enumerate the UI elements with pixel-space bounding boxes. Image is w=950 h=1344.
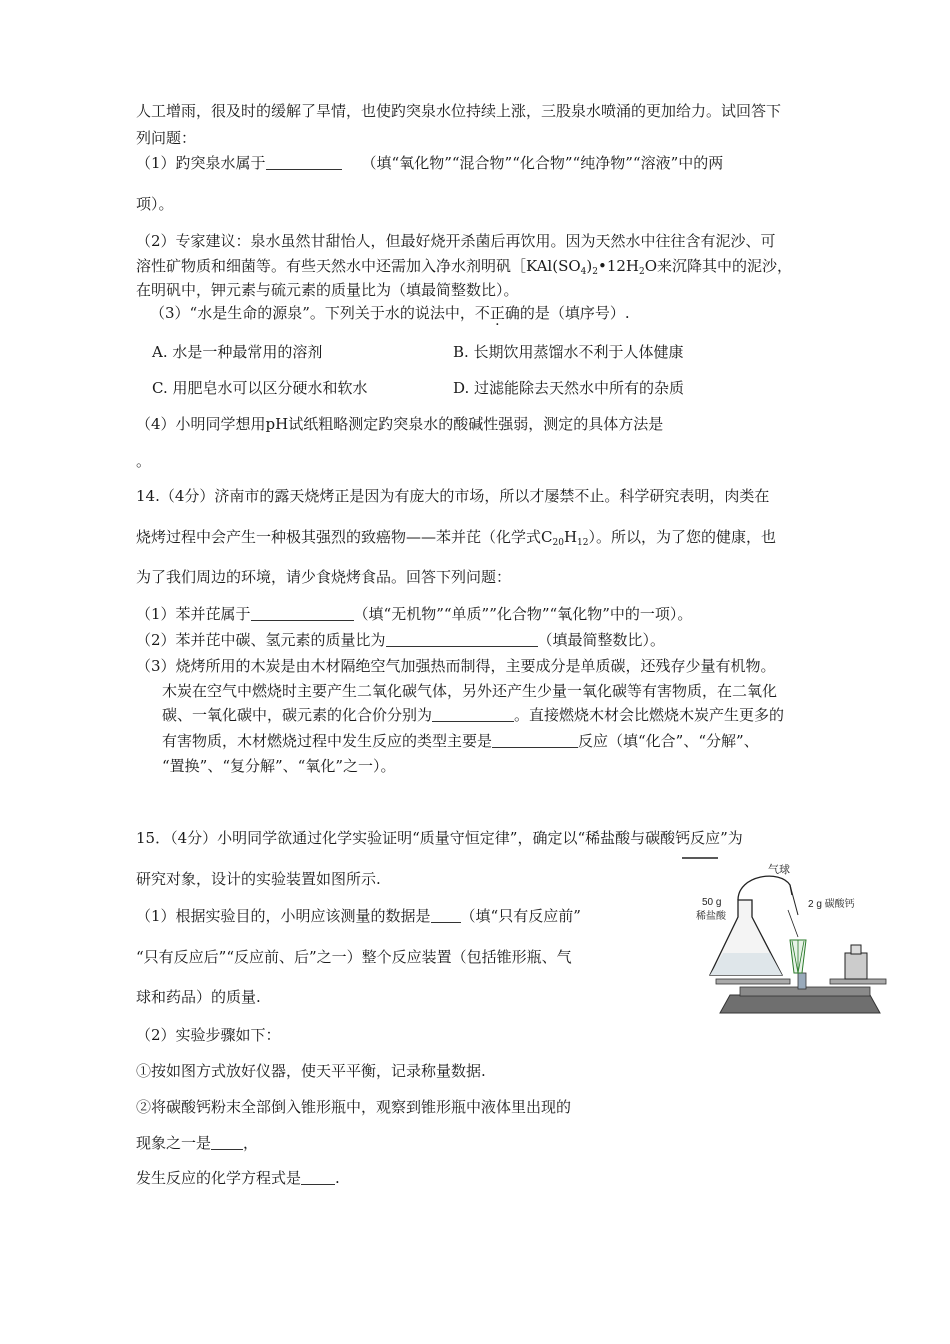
q13-part1-blank[interactable] <box>266 155 342 170</box>
q14-part1-blank[interactable] <box>251 606 354 621</box>
q15-step2-blank[interactable] <box>211 1135 243 1150</box>
left-pan <box>716 979 790 984</box>
q13-option-a: A. 水是一种最常用的溶剂 <box>152 343 323 361</box>
q13-part4-end: 。 <box>136 452 152 470</box>
balloon-tip <box>790 885 798 915</box>
q15-line1: 15．（4分）小明同学欲通过化学实验证明“质量守恒定律”，确定以“稀盐酸与碳酸钙反应”为 <box>136 829 743 847</box>
q15-part1-line1: （1）根据实验目的，小明应该测量的数据是 （填“只有反应前” <box>136 907 581 925</box>
q13-part1-prompt: （1）趵突泉水属于 <box>136 154 266 172</box>
label-acid-amount: 50 g <box>702 897 722 908</box>
q13-part3: （3）“水是生命的源泉”。下列关于水的说法中，不正确的是（填序号）. <box>150 304 630 322</box>
q13-intro-line2: 列问题： <box>136 129 197 147</box>
q14-part3-blank1[interactable] <box>432 707 514 722</box>
q13-option-c: C. 用肥皂水可以区分硬水和软水 <box>152 379 368 397</box>
q14-part2: （2）苯并芘中碳、氢元素的质量比为 （填最简整数比）。 <box>136 631 666 649</box>
balloon-outline <box>738 876 792 900</box>
label-caco3: 2 g 碳酸钙 <box>808 899 855 910</box>
q13-part1-hint: （填“氧化物”“混合物”“化合物”“纯净物”“溶液”中的两 <box>361 154 724 172</box>
q13-option-b: B. 长期饮用蒸馏水不利于人体健康 <box>453 343 684 361</box>
right-pan <box>830 979 886 984</box>
q14-part3-line1: （3）烧烤所用的木炭是由木材隔绝空气加强热而制得，主要成分是单质碳，还残存少量有机物。 <box>136 657 776 675</box>
balance-base <box>720 995 880 1013</box>
q14-part3-line3: 碳、一氧化碳中，碳元素的化合价分别为 。直接燃烧木材会比燃烧木炭产生更多的 <box>162 706 785 724</box>
q13-option-d: D. 过滤能除去天然水中所有的杂质 <box>453 379 685 397</box>
q15-equation: 发生反应的化学方程式是 . <box>136 1169 340 1187</box>
q15-part1-blank[interactable] <box>431 908 461 923</box>
weight-knob <box>851 945 861 954</box>
q15-line2: 研究对象，设计的实验装置如图所示. <box>136 870 381 888</box>
q15-step1: ①按如图方式放好仪器，使天平平衡，记录称量数据. <box>136 1062 486 1080</box>
pointer-line <box>788 910 798 937</box>
balance-pointer <box>798 973 806 989</box>
q15-equation-blank[interactable] <box>301 1170 335 1185</box>
q14-part1: （1）苯并芘属于 （填“无机物”“单质””化合物”“氧化物”中的一项）。 <box>136 605 693 623</box>
q13-part1-end: 项）。 <box>136 195 174 213</box>
q14-part3-line2: 木炭在空气中燃烧时主要产生二氧化碳气体，另外还产生少量一氧化碳等有害物质，在二氧化 <box>162 682 778 700</box>
emphasis-not-correct: 不正确 <box>474 304 520 322</box>
q14-line2: 烧烤过程中会产生一种极其强烈的致癌物——苯并芘（化学式$C_{20}H_{12}$）。所以，为了您的健康，也 <box>136 528 776 548</box>
q15-part2: （2）实验步骤如下： <box>136 1026 281 1044</box>
q13-part1 <box>136 153 723 173</box>
q14-line3: 为了我们周边的环境，请少食烧烤食品。回答下列问题： <box>136 568 512 586</box>
q14-part3-line4: 有害物质，木材燃烧过程中发生反应的类型主要是 反应（填“化合”、“分解”、 <box>162 732 759 750</box>
q15-step2: ②将碳酸钙粉末全部倒入锥形瓶中，观察到锥形瓶中液体里出现的 <box>136 1098 572 1116</box>
label-balloon: 气球 <box>768 864 790 876</box>
balance-apparatus-figure <box>680 855 890 1030</box>
q15-step2-cont: 现象之一是 ， <box>136 1134 259 1152</box>
q15-part1-line2: “只有反应后”“反应前、后”之一）整个反应装置（包括锥形瓶、气 <box>136 948 572 966</box>
q13-part2-line1: （2）专家建议：泉水虽然甘甜怡人，但最好烧开杀菌后再饮用。因为天然水中往往含有泥沙、可 <box>136 232 776 250</box>
q15-part1-line3: 球和药品）的质量. <box>136 988 261 1006</box>
q13-part2-line3: 在明矾中，钾元素与硫元素的质量比为（填最简整数比）。 <box>136 281 519 299</box>
label-acid-name: 稀盐酸 <box>696 911 726 922</box>
q13-part4: （4）小明同学想用pH试纸粗略测定趵突泉水的酸碱性强弱，测定的具体方法是 <box>136 415 664 433</box>
q13-intro-line1: 人工增雨，很及时的缓解了旱情，也使趵突泉水位持续上涨，三股泉水喷涌的更加给力。试回答下 <box>136 102 782 120</box>
q13-part2-line2: 溶性矿物质和细菌等。有些天然水中还需加入净水剂明矾$[KAl(SO_4)_2•12H_2O$来沉降其中的泥沙， <box>136 257 793 277</box>
q14-line1: 14.（4分）济南市的露天烧烤正是因为有庞大的市场，所以才屡禁不止。科学研究表明，肉类在 <box>136 487 770 505</box>
q14-part3-blank2[interactable] <box>492 733 578 748</box>
q14-part3-line5: “置换”、“复分解”、“氧化”之一）。 <box>162 757 396 775</box>
weight-block <box>845 953 867 979</box>
q14-part2-blank[interactable] <box>386 632 538 647</box>
